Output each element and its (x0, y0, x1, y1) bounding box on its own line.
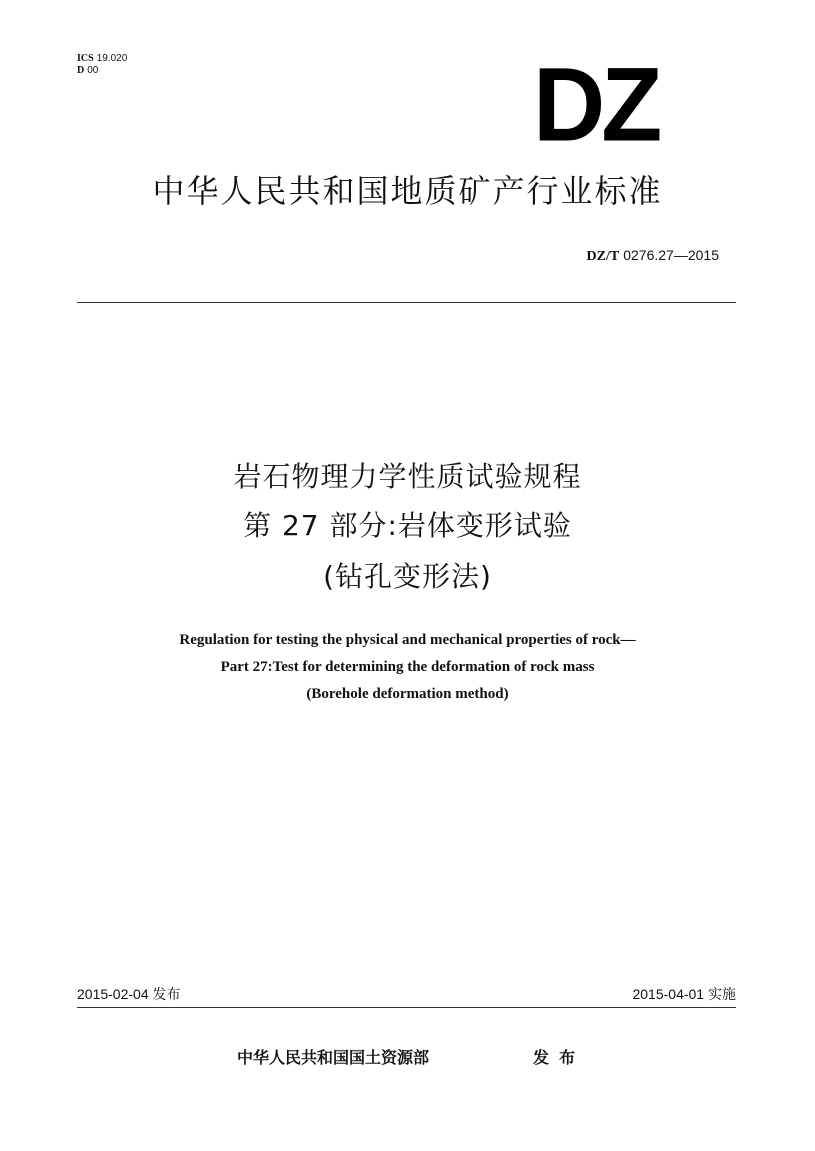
ics-line (77, 53, 127, 65)
title-cn-line1: 岩石物理力学性质试验规程 (233, 460, 582, 493)
ics-block (77, 53, 127, 77)
ics-code: 19.020 (96, 53, 128, 64)
ics-label: ICS (77, 53, 94, 64)
standard-category-title: 中华人民共和国地质矿产行业标准 (152, 172, 663, 210)
issue-label: 发布 (533, 1048, 586, 1067)
standard-number-prefix: DZ/T (586, 249, 620, 264)
standard-number (587, 246, 719, 266)
implementation-date: 2015-04-01 实施 (632, 986, 736, 1002)
dz-logo: DZ (533, 46, 659, 164)
issuing-authority: 中华人民共和国国土资源部 (237, 1048, 430, 1067)
standard-number-value: 0276.27—2015 (623, 247, 719, 263)
class-code: 00 (87, 65, 99, 76)
class-line (77, 65, 127, 77)
class-label: D (77, 65, 85, 76)
header-divider (77, 302, 736, 303)
issue-date: 2015-02-04 发布 (77, 986, 181, 1002)
title-en-line1: Regulation for testing the physical and mechanical properties of rock— (179, 632, 636, 648)
title-cn-line2: 第 27 部分:岩体变形试验 (243, 509, 572, 542)
title-en-line2: Part 27:Test for determining the deformation of rock mass (220, 659, 595, 675)
title-cn-line3: (钻孔变形法) (323, 560, 492, 593)
title-en-line3: (Borehole deformation method) (306, 686, 509, 702)
footer-divider (77, 1007, 736, 1008)
